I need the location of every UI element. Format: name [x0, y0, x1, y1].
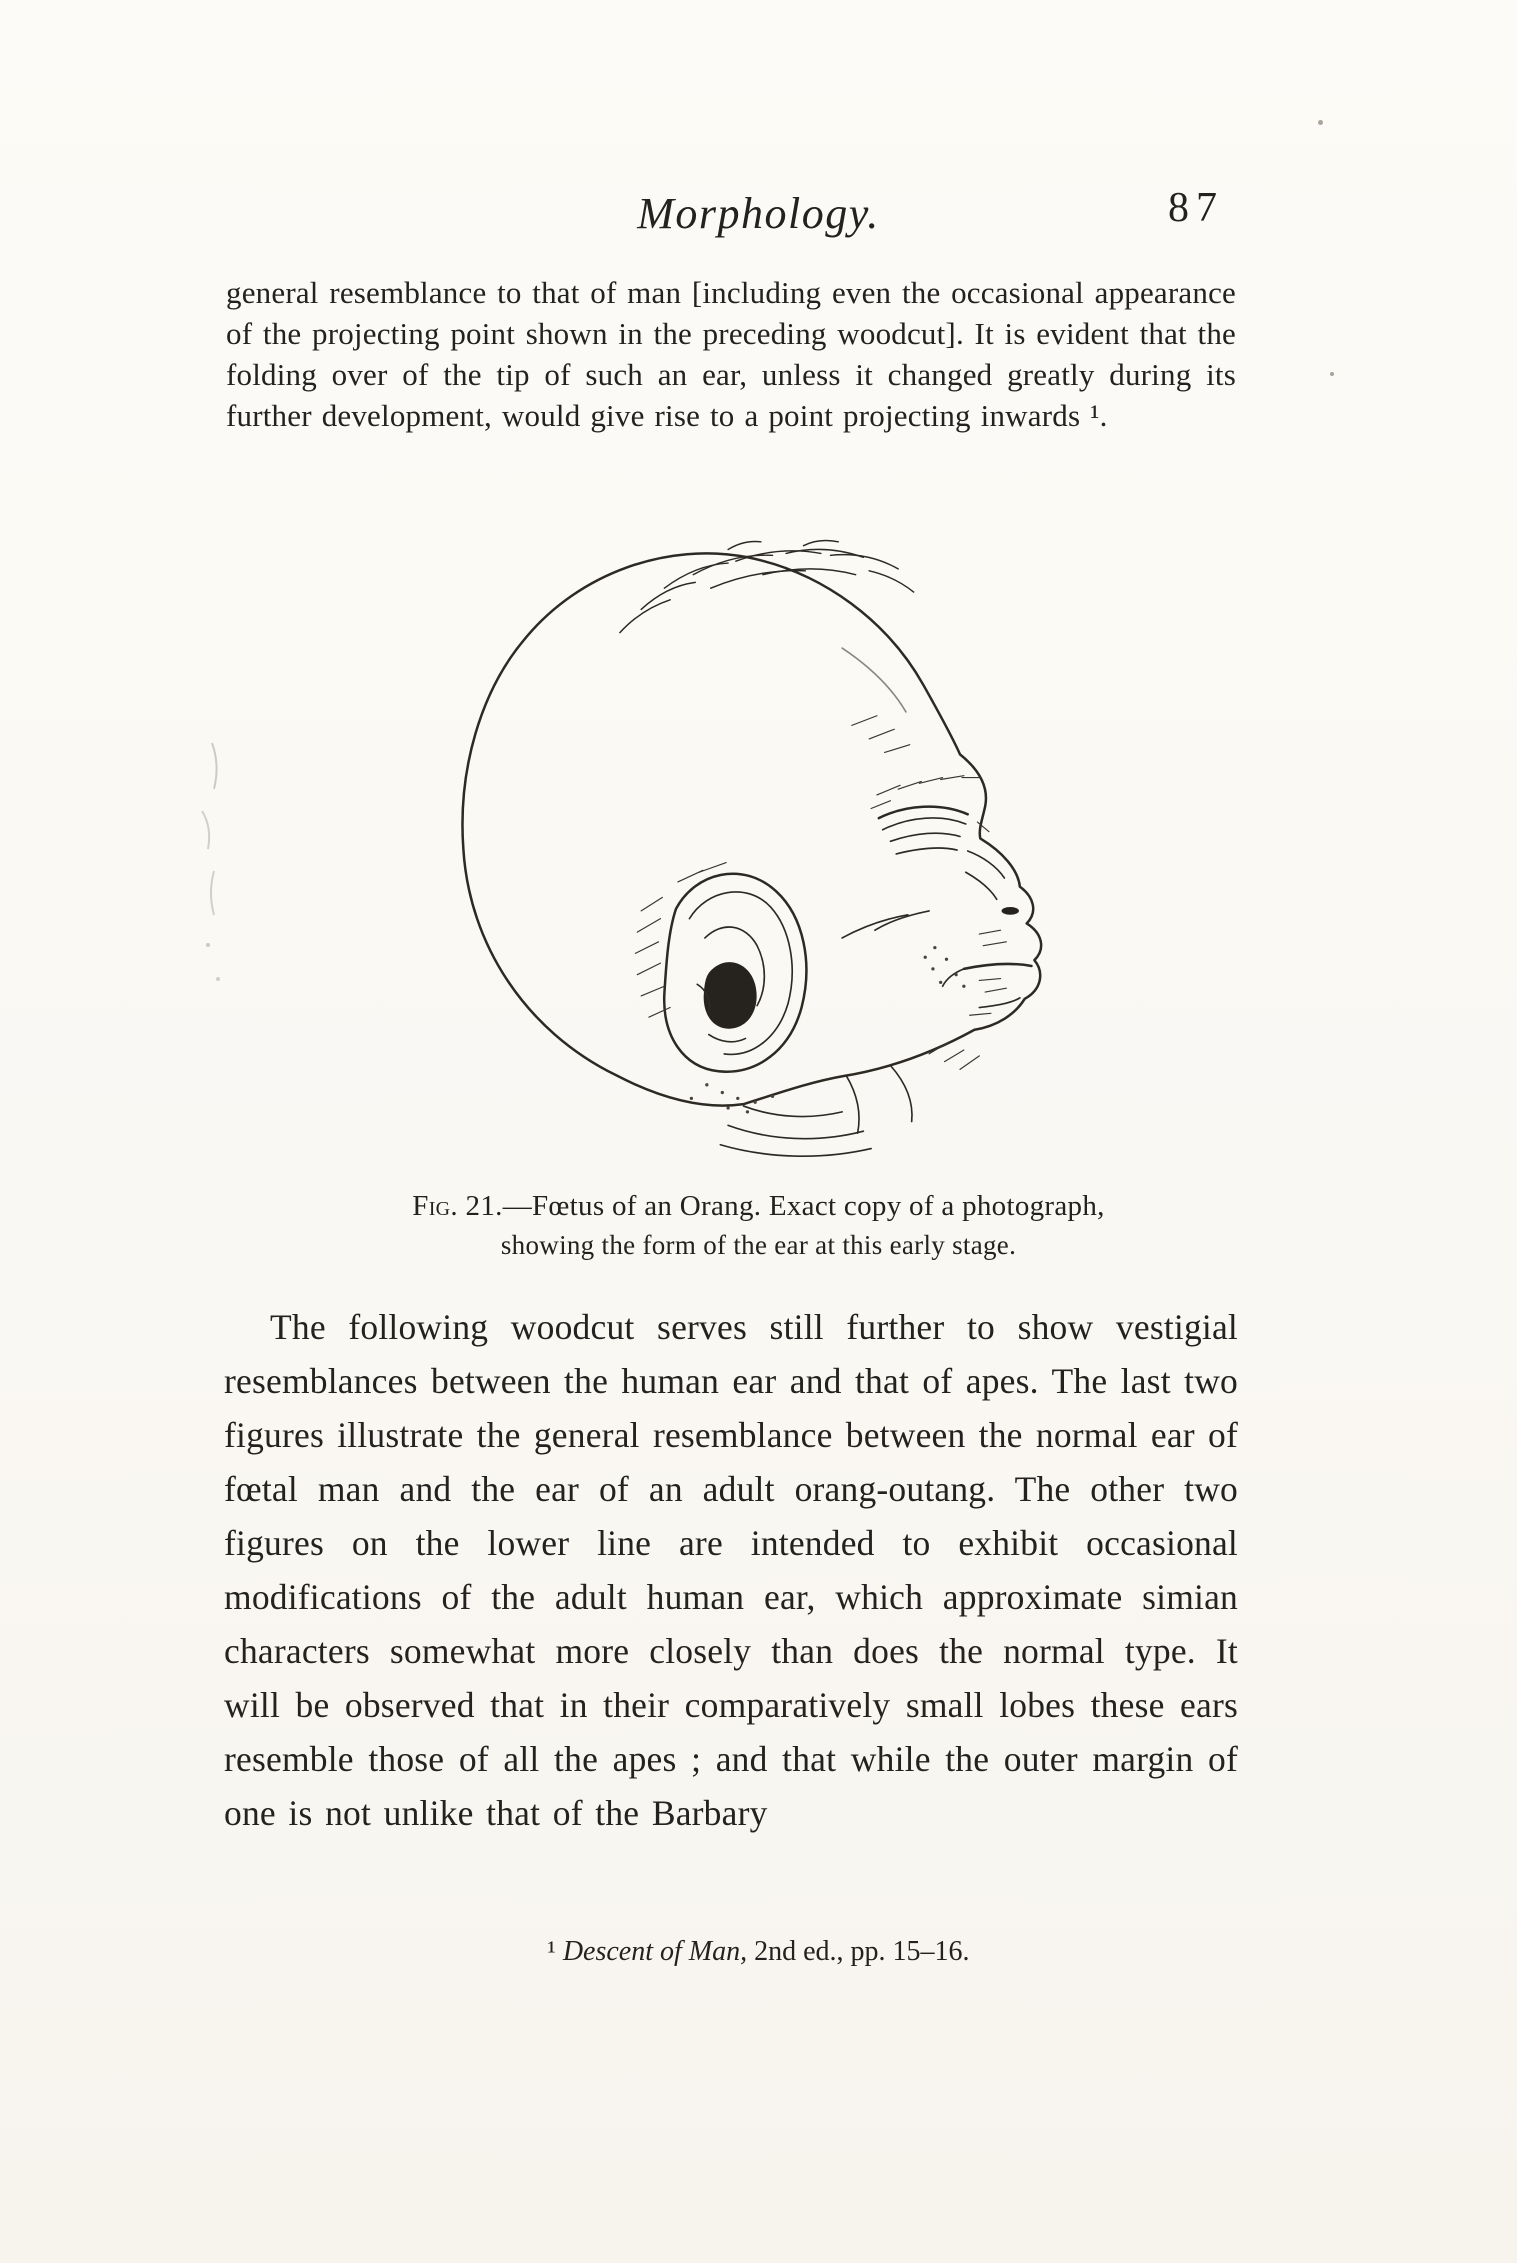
- foetus-orang-woodcut: [388, 532, 1103, 1170]
- figure-caption-line2: showing the form of the ear at this early stage.: [500, 1230, 1017, 1260]
- page-header: [0, 185, 1517, 239]
- figure-caption-text: —Fœtus of an Orang. Exact copy of a photograph,: [502, 1190, 1105, 1222]
- figure-caption: [0, 1190, 1517, 1261]
- muzzle: [842, 851, 1031, 1015]
- footnote: [0, 1936, 1517, 1968]
- figure-caption-line1: [0, 1190, 1517, 1223]
- head-outline: [462, 553, 1041, 1105]
- scan-speck: [1330, 372, 1334, 376]
- page-number: 87: [1168, 185, 1224, 231]
- scan-speck: [1318, 120, 1323, 125]
- temple-shading: [842, 648, 910, 752]
- scan-marginalia: [188, 735, 244, 1015]
- running-title: Morphology.: [637, 189, 880, 238]
- footnote-marker: ¹: [547, 1936, 556, 1967]
- footnote-work-title: Descent of Man,: [562, 1936, 748, 1967]
- figure-21: [388, 532, 1103, 1172]
- figure-label: Fig. 21.: [412, 1190, 503, 1222]
- eye: [871, 776, 989, 854]
- ear: [635, 863, 806, 1114]
- paragraph-main: The following woodcut serves still further to show vestigial resemblances between the human ear and that of apes. The last two figures illustrate the general resemblance between the normal ear of fœtal man and the ear of an adult orang-outang. The other two figures on the lower line are intended to exhibit occasional modifications of the adult human ear, which approximate simian characters somewhat more closely than does the normal type. It will be observed that in their comparatively small lobes these ears resemble those of all the apes ; and that while the outer margin of one is not unlike that of the Barbary: [224, 1307, 1238, 1833]
- paragraph-continuation: general resemblance to that of man [including even the occasional appearance of the projecting point shown in the preceding woodcut]. It is evident that the folding over of the tip of such an ear, unless it changed greatly during its further development, would give rise to a point projecting inwards ¹.: [226, 275, 1236, 433]
- footnote-reference: 2nd ed., pp. 15–16.: [754, 1936, 970, 1967]
